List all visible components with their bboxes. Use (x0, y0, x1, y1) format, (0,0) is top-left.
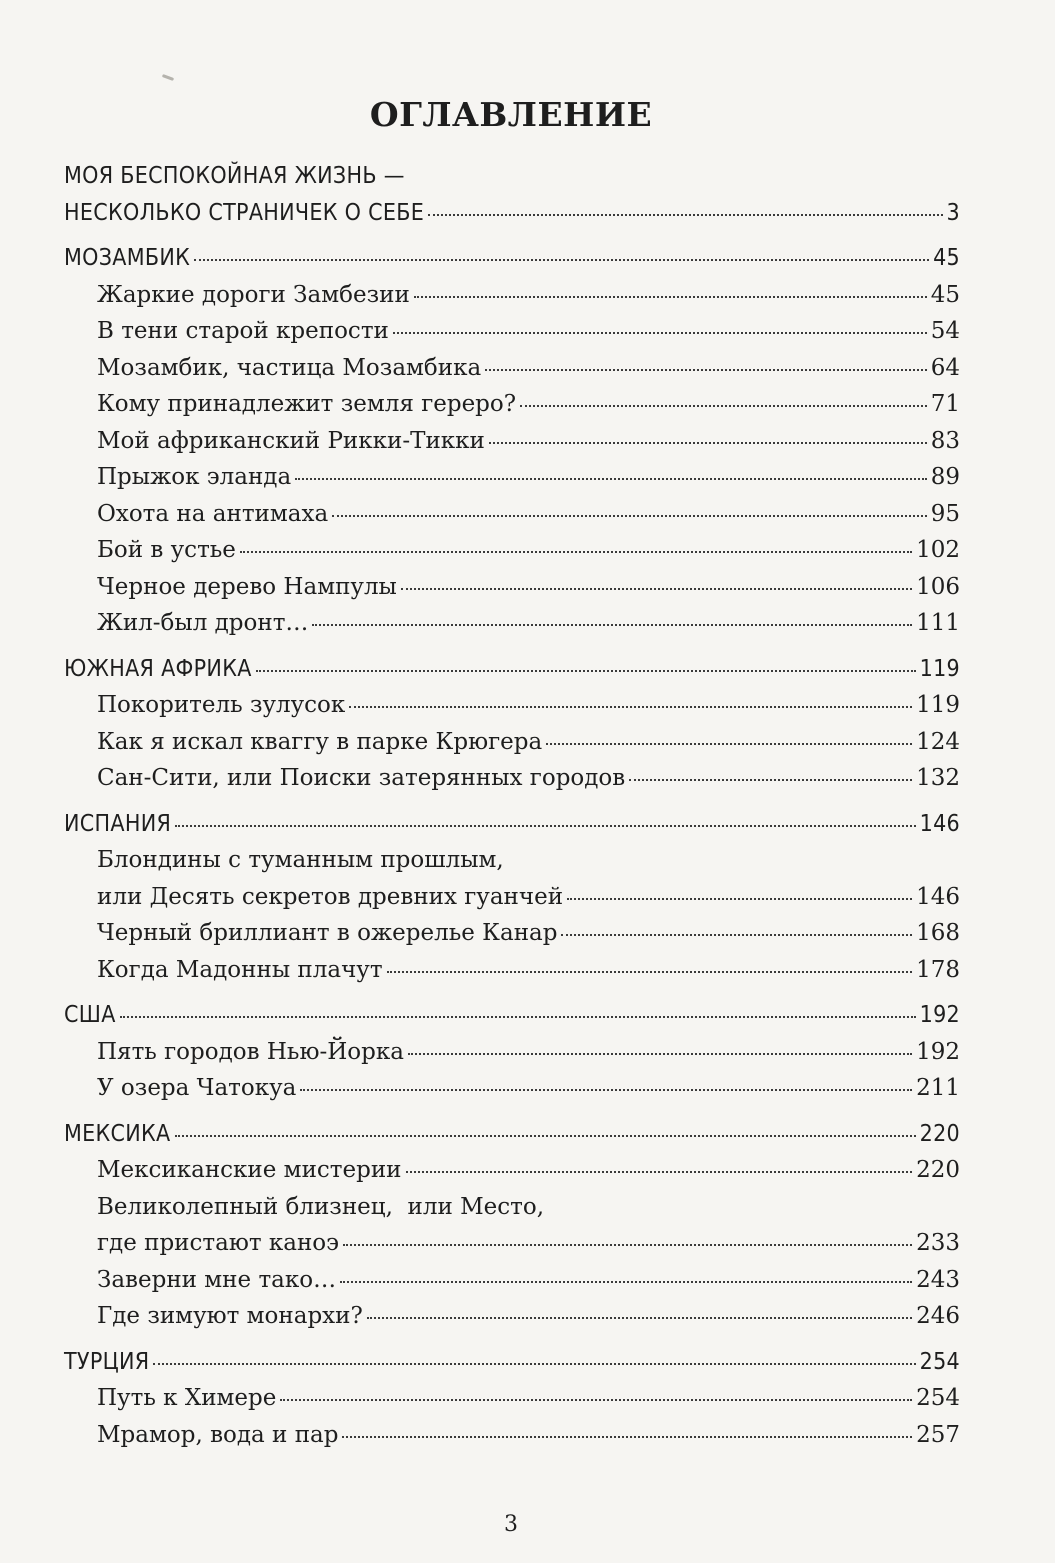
toc-entry[interactable] (64, 605, 960, 642)
dot-leader (546, 743, 912, 745)
toc-page-number: 95 (930, 500, 960, 527)
toc-entry-label: Черное дерево Нампулы (97, 573, 397, 600)
toc-entry-label: Охота на антимаха (97, 500, 329, 527)
toc-page-number: 146 (919, 810, 960, 837)
dot-leader (256, 670, 916, 672)
toc-section-spain[interactable] (64, 806, 960, 843)
dot-leader (194, 259, 929, 261)
toc-entry-label: Где зимуют монархи? (97, 1303, 363, 1329)
dot-leader (240, 551, 912, 553)
toc-page-number: 233 (916, 1230, 960, 1256)
toc-entry-line1: Великолепный близнец, или Место, (97, 1193, 545, 1220)
toc-entry-label: У озера Чатокуа (97, 1075, 297, 1101)
toc-entry[interactable] (64, 879, 960, 916)
toc-page-number: 89 (930, 464, 960, 490)
toc-entry[interactable] (64, 915, 960, 952)
toc-entry[interactable] (64, 459, 960, 496)
table-of-contents (64, 158, 960, 1453)
toc-entry[interactable] (64, 1417, 960, 1454)
toc-section-turkey[interactable] (64, 1344, 960, 1381)
dot-leader (561, 934, 912, 936)
toc-section-intro[interactable] (64, 195, 960, 232)
dot-leader (408, 1053, 912, 1055)
toc-entry-label: Черный бриллиант в ожерелье Канар (97, 920, 558, 946)
toc-page-number: 3 (946, 199, 960, 226)
dot-leader (489, 442, 927, 444)
toc-entry[interactable] (64, 1298, 960, 1335)
dot-leader (567, 898, 912, 900)
toc-entry[interactable] (64, 1152, 960, 1189)
toc-entry[interactable] (64, 313, 960, 350)
toc-page-number: 254 (916, 1385, 960, 1411)
page-title: ОГЛАВЛЕНИЕ (369, 95, 653, 134)
dot-leader (629, 779, 912, 781)
toc-entry-label: Кому принадлежит земля гереро? (97, 391, 517, 417)
toc-entry[interactable] (64, 1034, 960, 1071)
toc-entry-label: Мексиканские мистерии (97, 1157, 402, 1183)
toc-page-number: 220 (919, 1120, 960, 1147)
toc-page-number: 102 (916, 537, 960, 563)
toc-page-number: 178 (916, 956, 960, 983)
toc-section-label: ТУРЦИЯ (64, 1348, 150, 1375)
toc-entry[interactable] (64, 1262, 960, 1299)
dot-leader (520, 405, 927, 407)
toc-page-number: 83 (930, 427, 960, 454)
toc-page-number: 168 (916, 920, 960, 946)
dot-leader (349, 706, 912, 708)
dot-leader (342, 1436, 912, 1438)
toc-entry-label: Мрамор, вода и пар (97, 1421, 339, 1448)
toc-entry[interactable] (64, 532, 960, 569)
toc-entry-label: Пять городов Нью-Йорка (97, 1038, 404, 1065)
dot-leader (120, 1016, 916, 1018)
toc-page-number: 146 (916, 883, 960, 910)
toc-page-number: 119 (919, 655, 960, 682)
toc-page-number: 54 (930, 318, 960, 344)
toc-entry-label: Мой африканский Рикки-Тикки (97, 427, 485, 454)
toc-entry-label: Жаркие дороги Замбезии (97, 281, 410, 308)
toc-page-number: 192 (919, 1002, 960, 1028)
toc-entry-label: Бой в устье (97, 537, 236, 563)
toc-section-intro-line1: МОЯ БЕСПОКОЙНАЯ ЖИЗНЬ — (64, 163, 405, 189)
dot-leader (401, 588, 912, 590)
dot-leader (367, 1317, 912, 1319)
toc-entry[interactable] (64, 687, 960, 724)
toc-entry-label: Путь к Химере (97, 1385, 277, 1411)
toc-entry-label: Сан-Сити, или Поиски затерянных городов (97, 765, 626, 791)
dot-leader (414, 296, 927, 298)
toc-entry-label: Прыжок эланда (97, 464, 292, 490)
toc-page-number: 254 (919, 1348, 960, 1375)
dot-leader (343, 1244, 912, 1246)
toc-entry-line1: Блондины с туманным прошлым, (97, 847, 504, 873)
toc-entry[interactable] (64, 569, 960, 606)
toc-entry[interactable] (64, 277, 960, 314)
toc-section-usa[interactable] (64, 997, 960, 1034)
toc-page-number: 45 (933, 245, 960, 271)
toc-page-number: 71 (930, 391, 960, 417)
toc-page-number: 64 (930, 354, 960, 381)
toc-page-number: 243 (916, 1266, 960, 1293)
toc-page-number: 111 (916, 610, 960, 636)
toc-entry-label: Покоритель зулусок (97, 692, 346, 718)
dot-leader (280, 1399, 912, 1401)
toc-section-label: ЮЖНАЯ АФРИКА (64, 655, 252, 682)
toc-entry-label: где пристают каноэ (97, 1230, 340, 1256)
toc-entry[interactable] (64, 760, 960, 797)
toc-section-label: МЕКСИКА (64, 1120, 171, 1147)
dot-leader (393, 332, 927, 334)
toc-page-number: 124 (916, 728, 960, 755)
toc-section-label: США (64, 1002, 116, 1028)
toc-entry[interactable] (64, 724, 960, 761)
toc-entry[interactable] (64, 350, 960, 387)
dot-leader (153, 1363, 915, 1365)
toc-page-number: 132 (916, 765, 960, 791)
toc-page-number: 257 (916, 1421, 960, 1448)
toc-entry-label: Заверни мне тако… (97, 1266, 337, 1293)
page-number: 3 (504, 1512, 518, 1537)
toc-page-number: 119 (916, 692, 960, 718)
toc-page-number: 106 (916, 573, 960, 600)
toc-section-label: ИСПАНИЯ (64, 810, 172, 837)
toc-page-number: 211 (916, 1075, 960, 1101)
dot-leader (300, 1089, 912, 1091)
toc-entry[interactable] (64, 423, 960, 460)
toc-section-mozambique[interactable] (64, 240, 960, 277)
toc-entry[interactable] (64, 1225, 960, 1262)
dot-leader (175, 1135, 916, 1137)
toc-entry-label: Жил-был дронт… (97, 610, 309, 636)
dot-leader (332, 515, 927, 517)
toc-entry-label: Как я искал квaггу в парке Крюгера (97, 728, 543, 755)
dot-leader (175, 825, 915, 827)
toc-section-label: МОЗАМБИК (64, 245, 191, 271)
paper-speck (162, 74, 174, 81)
toc-entry[interactable] (64, 1070, 960, 1107)
dot-leader (387, 971, 913, 973)
toc-page-number: 246 (916, 1303, 960, 1329)
toc-entry[interactable] (64, 496, 960, 533)
toc-page-number: 45 (930, 281, 960, 308)
toc-entry[interactable] (64, 386, 960, 423)
dot-leader (406, 1171, 913, 1173)
dot-leader (485, 369, 927, 371)
toc-entry[interactable] (64, 1380, 960, 1417)
toc-entry-label: или Десять секретов древних гуанчей (97, 883, 564, 910)
dot-leader (428, 214, 942, 216)
toc-entry[interactable] (64, 952, 960, 989)
toc-page-number: 220 (916, 1157, 960, 1183)
toc-section-mexico[interactable] (64, 1116, 960, 1153)
toc-entry-label: Когда Мадонны плачут (97, 956, 383, 983)
dot-leader (312, 624, 912, 626)
toc-entry-label: В тени старой крепости (97, 318, 389, 344)
dot-leader (295, 478, 927, 480)
toc-page-number: 192 (916, 1038, 960, 1065)
toc-entry-label: Мозамбик, частица Мозамбика (97, 354, 482, 381)
toc-section-label: НЕСКОЛЬКО СТРАНИЧЕК О СЕБЕ (64, 199, 425, 226)
dot-leader (340, 1281, 912, 1283)
toc-section-south-africa[interactable] (64, 651, 960, 688)
